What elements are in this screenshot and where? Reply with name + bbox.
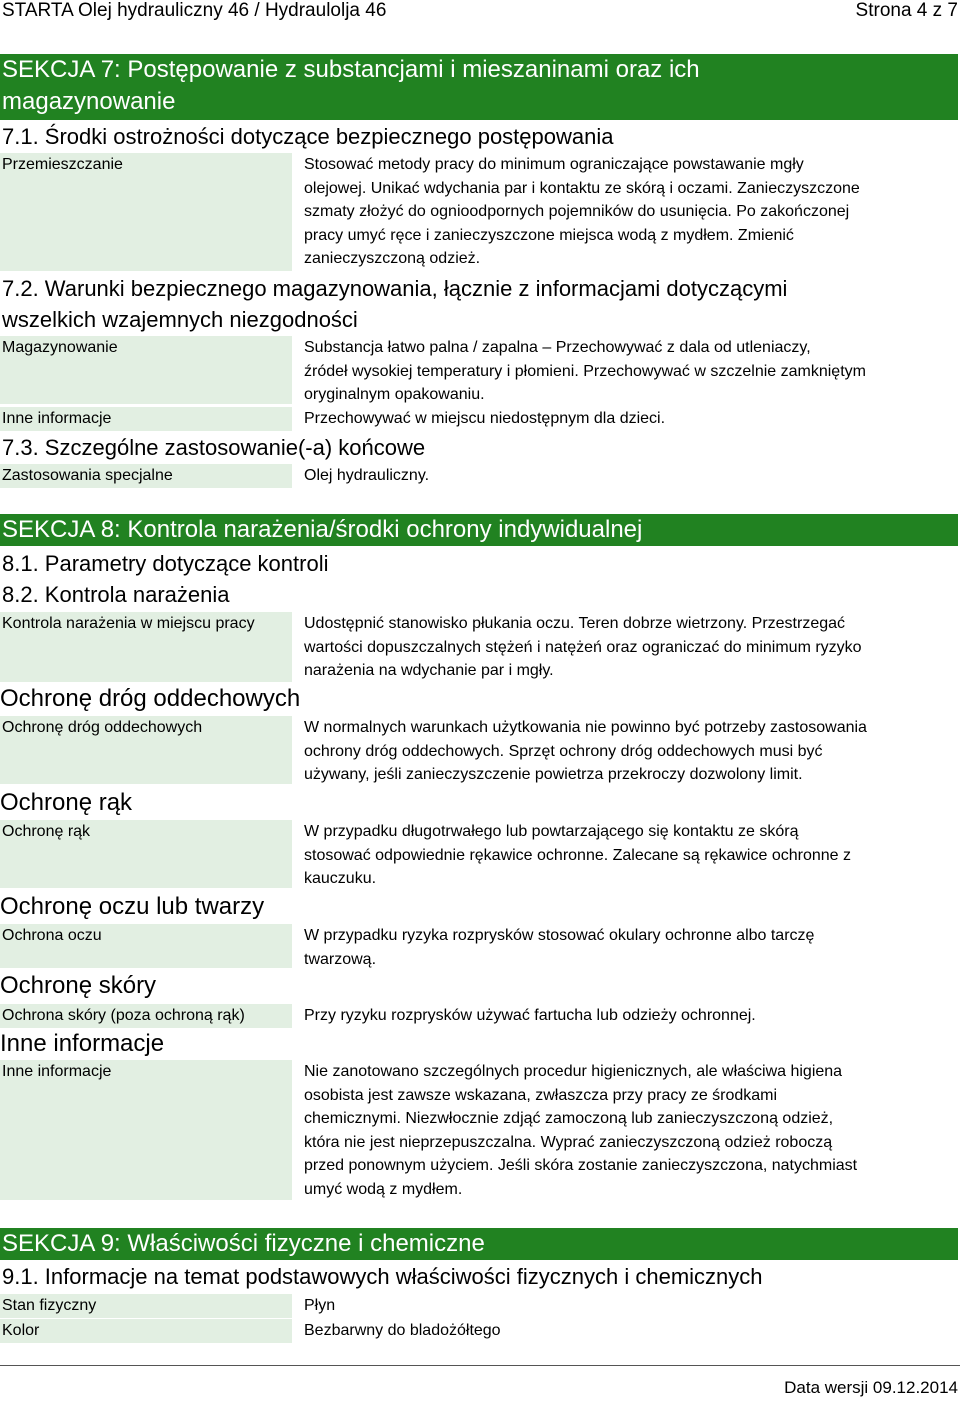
label-przemieszczanie: Przemieszczanie <box>0 153 292 271</box>
subsection-8-1-heading: 8.1. Parametry dotyczące kontroli <box>2 551 329 576</box>
text-line: olejowej. Unikać wdychania par i kontaktu ze skórą i oczami. Zanieczyszczone <box>304 179 860 197</box>
text-line: Udostępnić stanowisko płukania oczu. Teren dobrze wietrzony. Przestrzegać <box>304 615 846 632</box>
text-line: narażenia na wdychanie par i mgły. <box>304 662 554 679</box>
text-line: szmaty złożyć do ognioodpornych pojemników do usunięcia. Po zakończonej <box>304 203 850 220</box>
subsection-8-2-heading: 8.2. Kontrola narażenia <box>2 582 230 607</box>
text-line: zanieczyszczoną odzież. <box>304 250 481 267</box>
page-number: Strona 4 z 7 <box>855 0 958 21</box>
text-line: stosować odpowiednie rękawice ochronne. Zalecane są rękawice ochronne z <box>304 846 851 864</box>
value-stan-fizyczny: Płyn <box>304 1297 336 1314</box>
label-stan-fizyczny: Stan fizyczny <box>0 1294 292 1318</box>
label-ochrona-oczu: Ochrona oczu <box>0 924 292 968</box>
section-8-header: SEKCJA 8: Kontrola narażenia/środki ochrony indywidualnej <box>0 514 958 546</box>
text-line: źródeł wysokiej temperatury i płomieni. Przechowywać w szczelnie zamkniętym <box>304 362 866 380</box>
heading-ochrona-skory: Ochronę skóry <box>0 972 157 999</box>
value-ochrona-skory: Przy ryzyku rozprysków używać fartucha lub odzieży ochronnej. <box>304 1007 756 1024</box>
text-line: W przypadku ryzyka rozprysków stosować okulary ochronne albo tarczę <box>304 927 815 944</box>
label-ochrona-drog-oddechowych: Ochronę dróg oddechowych <box>0 716 292 784</box>
text-line: Stosować metody pracy do minimum ograniczające powstawanie mgły <box>304 156 804 173</box>
document-title: STARTA Olej hydrauliczny 46 / Hydraulolja 46 <box>2 0 387 21</box>
subsection-7-2-heading-line1: 7.2. Warunki bezpiecznego magazynowania, łącznie z informacjami dotyczącymi <box>2 276 788 301</box>
section-7-title-line2: magazynowanie <box>2 88 176 115</box>
text-line: która nie jest nieprzepuszczalna. Wyprać zanieczyszczoną odzież roboczą <box>304 1133 833 1151</box>
value-ochrona-drog-oddechowych <box>304 716 934 787</box>
value-ochrona-rak <box>304 820 934 891</box>
subsection-7-2-heading <box>2 273 787 335</box>
heading-inne-informacje-8: Inne informacje <box>0 1030 165 1057</box>
heading-ochrona-oczu: Ochronę oczu lub twarzy <box>0 893 265 920</box>
value-ochrona-oczu <box>304 924 934 971</box>
value-przemieszczanie <box>304 153 934 271</box>
subsection-7-3-heading: 7.3. Szczególne zastosowanie(-a) końcowe <box>2 435 426 460</box>
section-7-title-line1: SEKCJA 7: Postępowanie z substancjami i mieszaninami oraz ich <box>2 56 700 83</box>
heading-ochrona-drog-oddechowych: Ochronę dróg oddechowych <box>0 685 301 712</box>
value-inne-informacje-7: Przechowywać w miejscu niedostępnym dla dzieci. <box>304 410 666 427</box>
version-date: Data wersji 09.12.2014 <box>784 1378 958 1397</box>
text-line: używany, jeśli zanieczyszczenie powietrza przekroczy dozwolony limit. <box>304 766 803 783</box>
value-inne-informacje-8 <box>304 1060 934 1201</box>
text-line: W normalnych warunkach użytkowania nie powinno być potrzeby zastosowania <box>304 719 867 736</box>
text-line: oryginalnym opakowaniu. <box>304 386 485 403</box>
section-9-header: SEKCJA 9: Właściwości fizyczne i chemiczne <box>0 1228 958 1260</box>
text-line: Substancja łatwo palna / zapalna – Przechowywać z dala od utleniaczy, <box>304 339 811 356</box>
heading-ochrona-rak: Ochronę rąk <box>0 789 133 816</box>
label-magazynowanie: Magazynowanie <box>0 336 292 404</box>
subsection-9-1-heading: 9.1. Informacje na temat podstawowych właściwości fizycznych i chemicznych <box>2 1264 763 1289</box>
subsection-7-1-heading: 7.1. Środki ostrożności dotyczące bezpiecznego postępowania <box>2 124 614 149</box>
label-zastosowania-specjalne: Zastosowania specjalne <box>0 464 292 488</box>
value-zastosowania-specjalne: Olej hydrauliczny. <box>304 467 430 484</box>
footer-divider <box>0 1365 960 1366</box>
section-7-header <box>0 54 958 120</box>
text-line: pracy umyć ręce i zanieczyszczone miejsca wodą z mydłem. Zmienić <box>304 226 794 244</box>
subsection-7-2-heading-line2: wszelkich wzajemnych niezgodności <box>2 307 358 332</box>
text-line: twarzową. <box>304 950 377 968</box>
label-inne-informacje-8: Inne informacje <box>0 1060 292 1200</box>
text-line: osobista jest zawsze wskazana, zwłaszcza przy pracy ze środkami <box>304 1086 778 1104</box>
label-ochrona-skory: Ochrona skóry (poza ochroną rąk) <box>0 1004 292 1028</box>
text-line: umyć wodą z mydłem. <box>304 1180 463 1198</box>
text-line: Nie zanotowano szczególnych procedur higienicznych, ale właściwa higiena <box>304 1063 843 1080</box>
label-kolor: Kolor <box>0 1319 292 1343</box>
label-kontrola-narazenia: Kontrola narażenia w miejscu pracy <box>0 612 292 682</box>
value-kolor: Bezbarwny do bladożółtego <box>304 1322 501 1339</box>
label-ochrona-rak: Ochronę rąk <box>0 820 292 888</box>
text-line: W przypadku długotrwałego lub powtarzającego się kontaktu ze skórą <box>304 823 799 840</box>
value-kontrola-narazenia <box>304 612 934 683</box>
text-line: chemicznymi. Niezwłocznie zdjąć zamoczoną lub zanieczyszczoną odzież, <box>304 1110 834 1127</box>
text-line: kauczuku. <box>304 870 377 887</box>
label-inne-informacje-7: Inne informacje <box>0 407 292 431</box>
text-line: wartości dopuszczalnych stężeń i natężeń oraz ograniczać do minimum ryzyko <box>304 638 862 656</box>
value-magazynowanie <box>304 336 934 407</box>
text-line: przed ponownym użyciem. Jeśli skóra zostanie zanieczyszczona, natychmiast <box>304 1157 858 1174</box>
text-line: ochrony dróg oddechowych. Sprzęt ochrony dróg oddechowych musi być <box>304 742 823 760</box>
